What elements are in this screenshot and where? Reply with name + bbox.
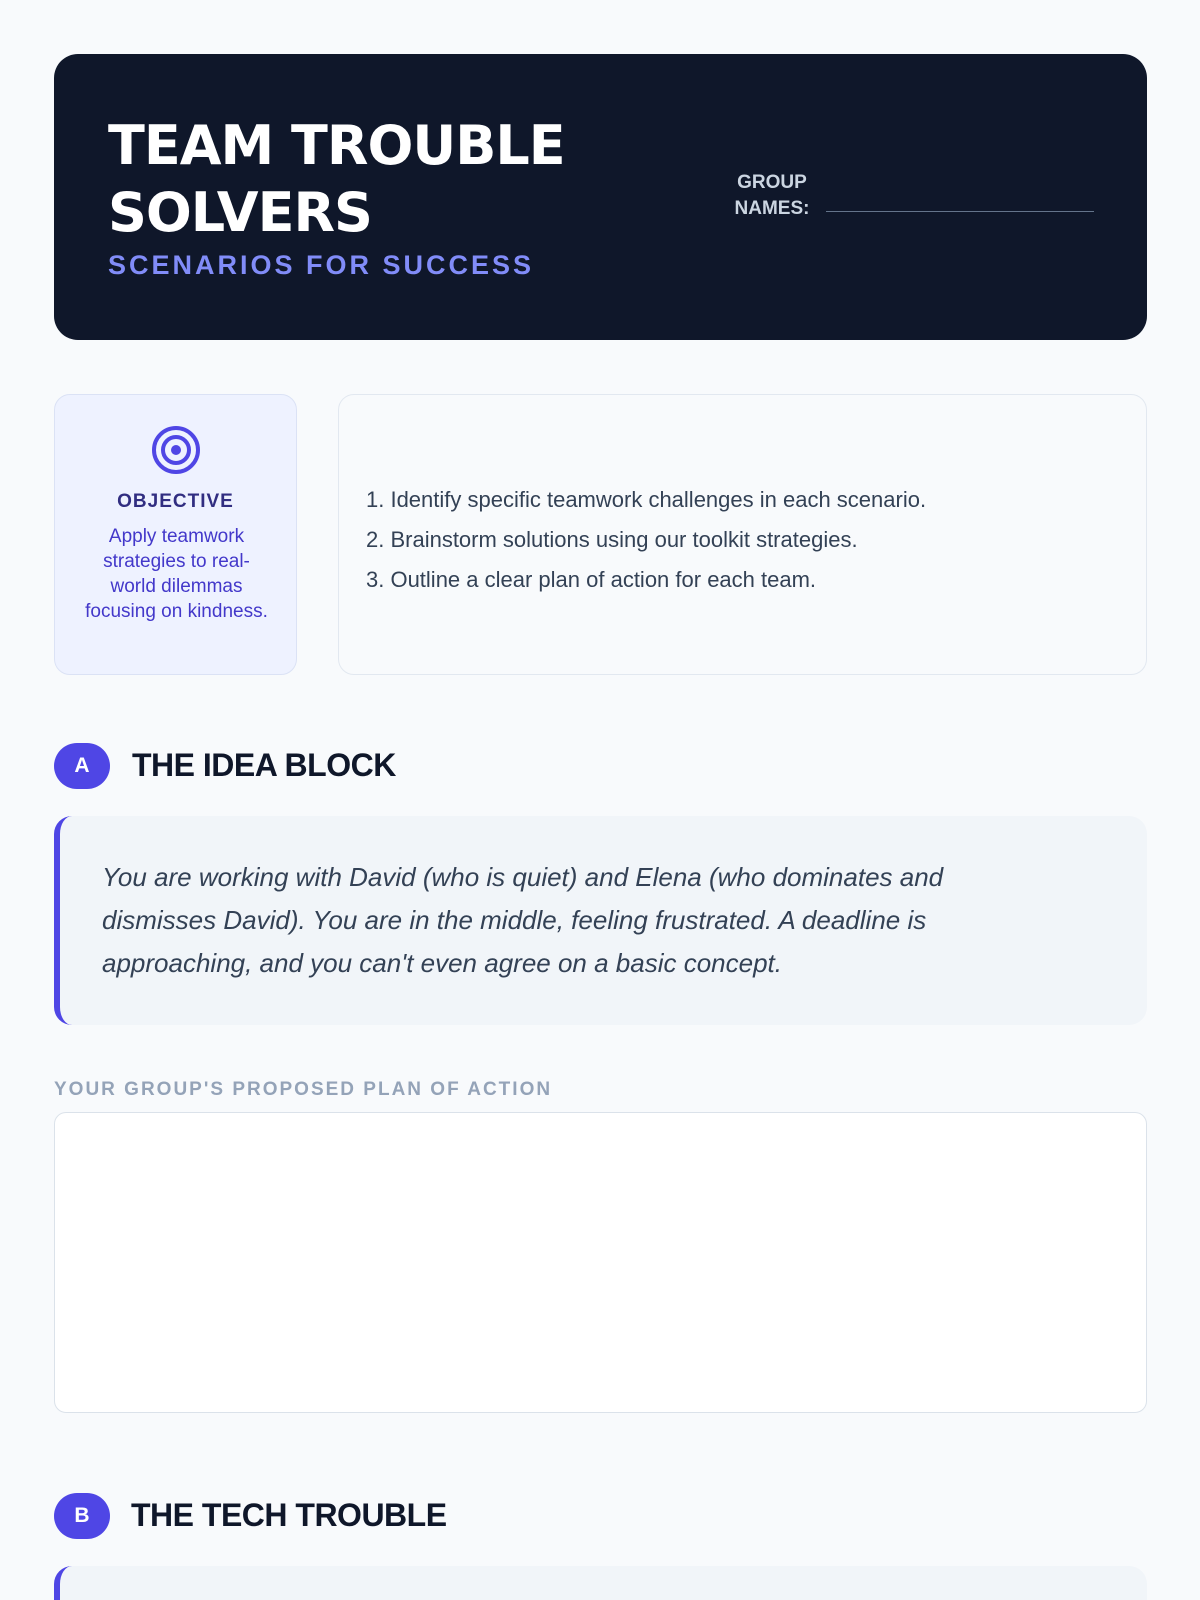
section-a-scenario [54, 816, 1147, 1025]
plan-label: YOUR GROUP'S PROPOSED PLAN OF ACTION [54, 1079, 553, 1100]
steps-card [338, 394, 1147, 675]
step-item: 2. Brainstorm solutions using our toolkit strategies. [366, 527, 858, 552]
section-a-title: THE IDEA BLOCK [132, 747, 396, 783]
section-b-title: THE TECH TROUBLE [131, 1497, 447, 1533]
group-names-field[interactable] [826, 211, 1094, 212]
title-line-1: TEAM TROUBLE [108, 114, 565, 177]
group-names-label [726, 170, 818, 222]
title-line-2: SOLVERS [108, 181, 372, 244]
target-icon [151, 425, 201, 475]
objective-text: Apply teamwork strategies to real-world dilemmas focusing on kindness. [85, 526, 268, 622]
objective-card [54, 394, 297, 675]
steps-list [366, 480, 926, 600]
scenario-text: You are working with David (who is quiet) and Elena (who dominates and dismisses David). You are in the middle, feeling frustrated. A deadline is approaching, and you can't even agree on a basic concept. [102, 862, 944, 978]
page-title [108, 112, 668, 246]
section-a-badge: A [54, 743, 110, 789]
page-subtitle: SCENARIOS FOR SUCCESS [108, 250, 535, 280]
group-label-line-2: NAMES: [734, 198, 810, 219]
objective-title: OBJECTIVE [117, 491, 234, 512]
group-label-line-1: GROUP [737, 172, 807, 193]
step-item: 3. Outline a clear plan of action for each team. [366, 567, 817, 592]
step-item: 1. Identify specific teamwork challenges in each scenario. [366, 487, 927, 512]
section-b-badge: B [54, 1493, 110, 1539]
section-b-scenario [54, 1566, 1147, 1600]
plan-of-action-field[interactable] [54, 1112, 1147, 1413]
header-banner [54, 54, 1147, 340]
